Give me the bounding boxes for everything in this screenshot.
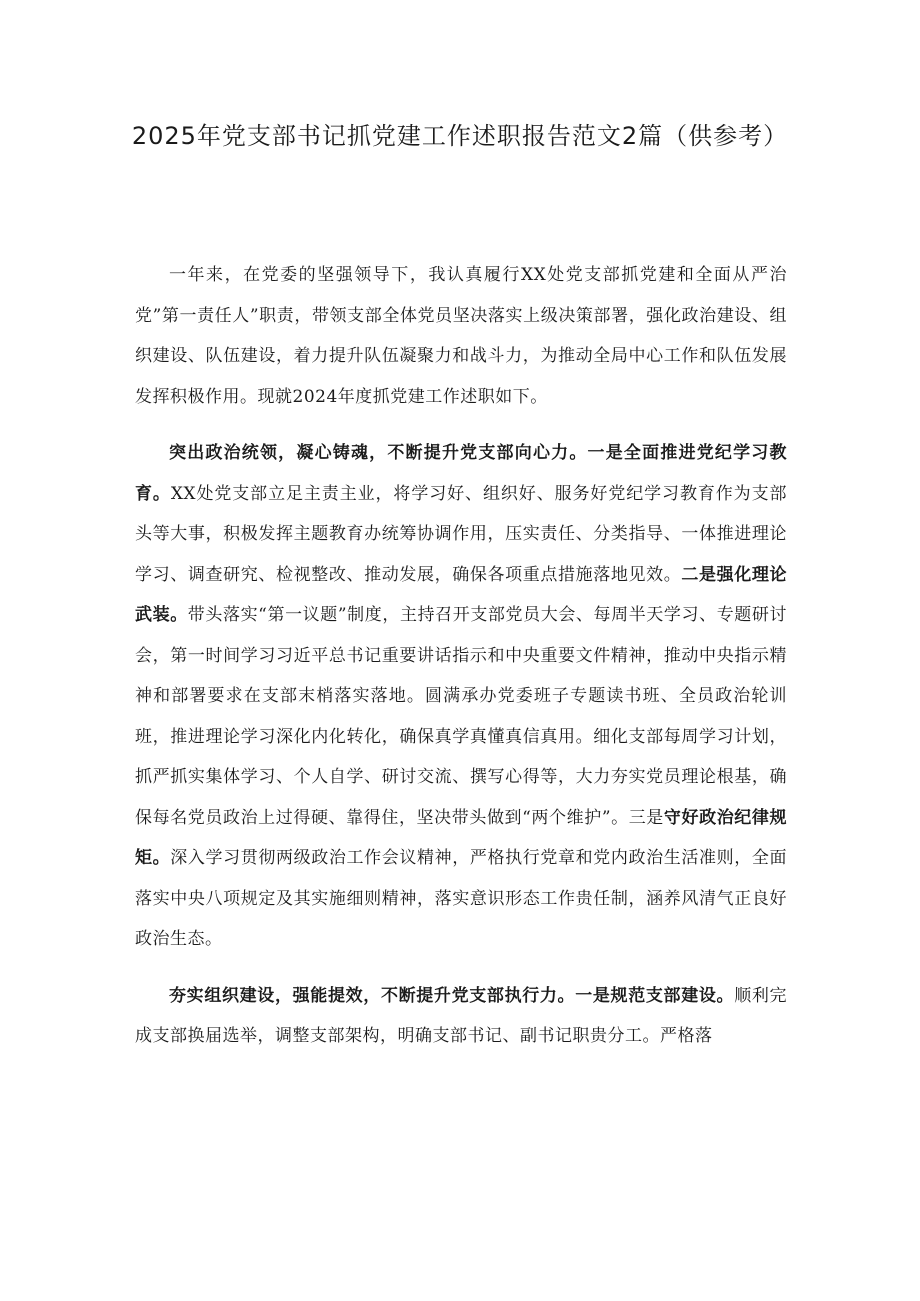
- subheading-theory-armament: 二是强化理论武装。: [135, 564, 787, 625]
- section-heading-organization: 夯实组织建设，强能提效，不断提升党支部执行力。一是规范支部建设。: [169, 985, 735, 1006]
- paragraph-text: 深入学习贯彻两级政治工作会议精神，严格执行党章和党内政治生活准则，全面落实中央八项规定及其实施细则精神，落实意识形态工作贵任制，涵养风清气正良好政治生态。: [135, 848, 787, 949]
- paragraph-text: 顺利完成支部换届选举，调整支部架构，明确支部书记、副书记职贵分工。严格落: [135, 985, 788, 1046]
- subheading-discipline: 守好政治纪律规矩。: [135, 807, 787, 868]
- document-title: 2025年党支部书记抓党建工作述职报告范文2篇（供参考）: [131, 122, 789, 150]
- political-leadership-paragraph: [135, 433, 787, 960]
- intro-paragraph: [135, 255, 787, 417]
- section-heading-political: 突出政治统领，凝心铸魂，不断提升党支部向心力。一是全面推进党纪学习教育。: [135, 443, 787, 504]
- paragraph-text: 带头落实“第一议题”制度，主持召开支部党员大会、每周半天学习、专题研讨会，第一时间学习习近平总书记重要讲话指示和中央重要文件精神，推动中央指示精神和部署要求在支部末梢落实落地。圆满承办党委班子专题读书班、全员政治轮训班，推进理论学习深化内化转化，确保真学真懂真信真用。细化支部每周学习计划，抓严抓实集体学习、个人自学、研讨交流、撰写心得等，大力夯实党员理论根基，确保每名党员政治上过得硬、靠得住，坚决带头做到“两个维护”。三是: [135, 605, 787, 828]
- organization-building-paragraph: [135, 976, 787, 1057]
- paragraph-text: 一年来，在党委的坚强领导下，我认真履行XX处党支部抓党建和全面从严治党”第一责任人”职责，带领支部全体党员坚决落实上级决策部署，强化政治建设、组织建设、队伍建设，着力提升队伍凝聚力和战斗力，为推动全局中心工作和队伍发展发挥积极作用。现就2024年度抓党建工作述职如下。: [135, 265, 787, 407]
- paragraph-text: XX处党支部立足主责主业，将学习好、组织好、服务好党纪学习教育作为支部头等大事，积极发挥主题教育办统筹协调作用，压实责任、分类指导、一体推进理论学习、调查研究、检视整改、推动发展，确保各项重点措施落地见效。: [135, 483, 787, 585]
- document-body: [135, 255, 787, 1073]
